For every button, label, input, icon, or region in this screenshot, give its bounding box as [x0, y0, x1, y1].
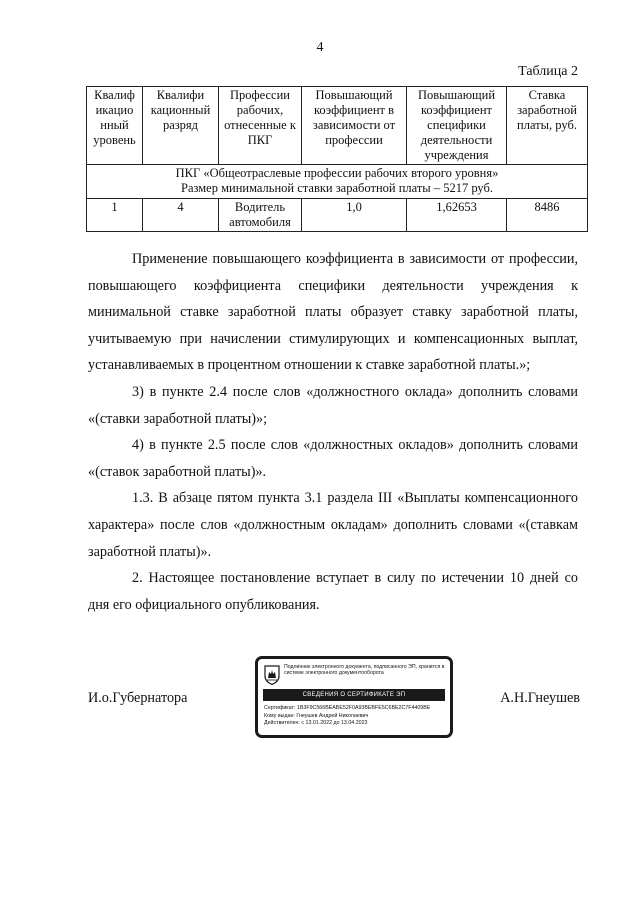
paragraph: 3) в пункте 2.4 после слов «должностного оклада» дополнить словами «(ставки заработной платы)»; — [88, 383, 578, 427]
cell-activity-coefficient: 1,62653 — [407, 199, 507, 232]
paragraph: 2. Настоящее постановление вступает в силу по истечении 10 дней со дня его официального опубликования. — [88, 570, 578, 613]
stamp-fields — [264, 705, 448, 728]
cell-level: 1 — [87, 199, 143, 232]
header-activity-coefficient: Повышающий коэффициент специфики деятельности учреждения — [407, 87, 507, 165]
table-group-row — [87, 165, 588, 199]
cell-salary-rate: 8486 — [507, 199, 588, 232]
stamp-certificate: Сертификат: 1B3F9C566BEABE52F0A93BEBFE5C6BE2C7F4409BE — [264, 705, 431, 711]
table-row — [87, 199, 588, 232]
stamp-header: СВЕДЕНИЯ О СЕРТИФИКАТЕ ЭП — [263, 689, 445, 701]
stamp-issued-to: Кому выдан: Гнеушев Андрей Николаевич — [264, 712, 369, 719]
header-profession-coefficient: Повышающий коэффициент в зависимости от профессии — [302, 87, 407, 165]
signatory-position: И.о.Губернатора — [88, 690, 188, 706]
cell-profession: Водитель автомобиля — [219, 199, 302, 232]
document-body — [88, 246, 578, 618]
cell-profession-coefficient: 1,0 — [302, 199, 407, 232]
coat-of-arms-icon — [264, 665, 280, 685]
page-number: 4 — [316, 40, 324, 55]
header-professions: Профессии рабочих, отнесенные к ПКГ — [219, 87, 302, 165]
group-subtitle: Размер минимальной ставки заработной платы – 5217 руб. — [181, 181, 493, 195]
stamp-validity: Действителен: с 13.01.2022 до 13.04.2023 — [264, 720, 368, 727]
signatory-name: А.Н.Гнеушев — [500, 690, 580, 706]
electronic-signature-stamp — [255, 656, 453, 738]
salary-table — [86, 86, 588, 232]
table-caption: Таблица 2 — [518, 64, 578, 79]
table-header-row — [87, 87, 588, 165]
paragraph: 1.3. В абзаце пятом пункта 3.1 раздела III «Выплаты компенсационного характера» после слов «должностным окладам» дополнить словами «(ставкам заработной платы)». — [88, 490, 578, 560]
header-qualification-grade: Квалифи кационный разряд — [143, 87, 219, 165]
stamp-notice: Подлинник электронного документа, подписанного ЭП, хранится в системе электронного документооборота — [284, 664, 445, 677]
paragraph: 4) в пункте 2.5 после слов «должностных окладов» дополнить словами «(ставок заработной платы)». — [88, 437, 578, 480]
cell-grade: 4 — [143, 199, 219, 232]
header-qualification-level: Квалиф икацио нный уровень — [87, 87, 143, 165]
header-salary-rate: Ставка заработной платы, руб. — [507, 87, 588, 165]
group-title: ПКГ «Общеотраслевые профессии рабочих второго уровня» — [175, 166, 499, 180]
group-cell — [87, 165, 588, 199]
paragraph: Применение повышающего коэффициента в зависимости от профессии, повышающего коэффициента специфики деятельности учреждения к минимальной ставке заработной платы образует ставку заработной платы, учитываемую при начислении стимулирующих и компенсационных выплат, устанавливаемых в процентном отношении к ставке заработной платы.»; — [88, 251, 578, 374]
